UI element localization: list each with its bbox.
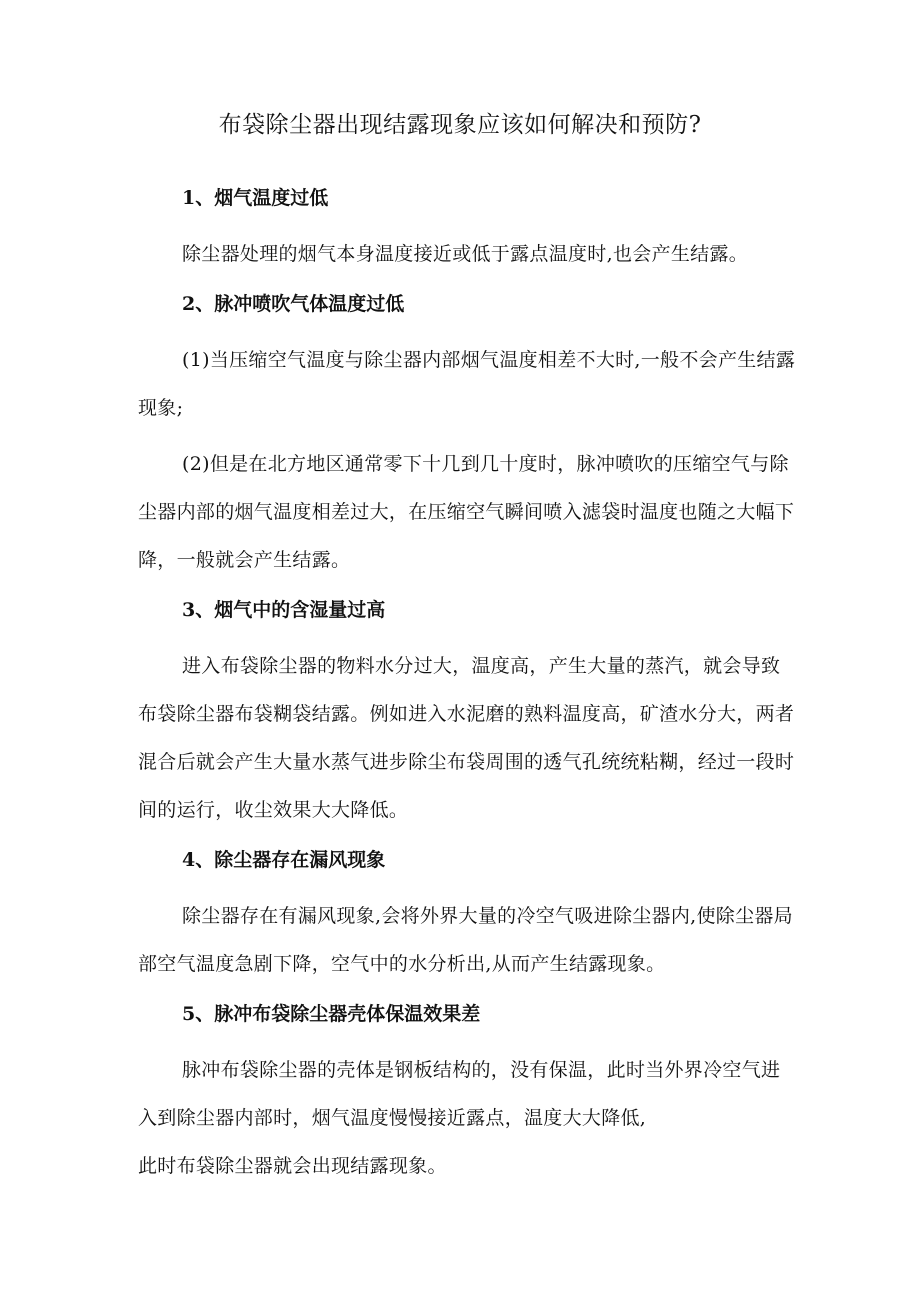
section-paragraph: 脉冲布袋除尘器的壳体是钢板结构的，没有保温，此时当外界冷空气进入到除尘器内部时，烟气温度慢慢接近露点，温度大大降低, (138, 1059, 781, 1129)
section-heading: 1、烟气温度过低 (182, 187, 329, 209)
section-1 (138, 182, 798, 278)
section-heading: 4、除尘器存在漏风现象 (182, 849, 386, 871)
section-3 (138, 594, 798, 834)
section-4 (138, 844, 798, 988)
section-paragraph: 进入布袋除尘器的物料水分过大，温度高，产生大量的蒸汽，就会导致布袋除尘器布袋糊袋结露。例如进入水泥磨的熟料温度高，矿渣水分大，两者混合后就会产生大量水蒸气进步除尘布袋周围的透气孔统统粘糊，经过一段时间的运行，收尘效果大大降低。 (138, 655, 795, 821)
section-paragraph: (2)但是在北方地区通常零下十几到几十度时，脉冲喷吹的压缩空气与除尘器内部的烟气温度相差过大，在压缩空气瞬间喷入滤袋时温度也随之大幅下降，一般就会产生结露。 (138, 453, 795, 571)
section-heading: 5、脉冲布袋除尘器壳体保温效果差 (182, 1003, 481, 1025)
section-paragraph: (1)当压缩空气温度与除尘器内部烟气温度相差不大时,一般不会产生结露现象; (138, 349, 796, 419)
section-paragraph: 除尘器处理的烟气本身温度接近或低于露点温度时,也会产生结露。 (182, 243, 749, 265)
section-paragraph: 除尘器存在有漏风现象,会将外界大量的冷空气吸进除尘器内,使除尘器局部空气温度急剧下降，空气中的水分析出,从而产生结露现象。 (138, 905, 793, 975)
section-2 (138, 288, 798, 584)
section-heading: 3、烟气中的含湿量过高 (182, 599, 386, 621)
document-body (138, 182, 798, 1192)
document-title: 布袋除尘器出现结露现象应该如何解决和预防? (218, 112, 702, 138)
section-heading: 2、脉冲喷吹气体温度过低 (182, 293, 405, 315)
section-paragraph: 此时布袋除尘器就会出现结露现象。 (138, 1155, 447, 1177)
section-5 (138, 998, 798, 1190)
